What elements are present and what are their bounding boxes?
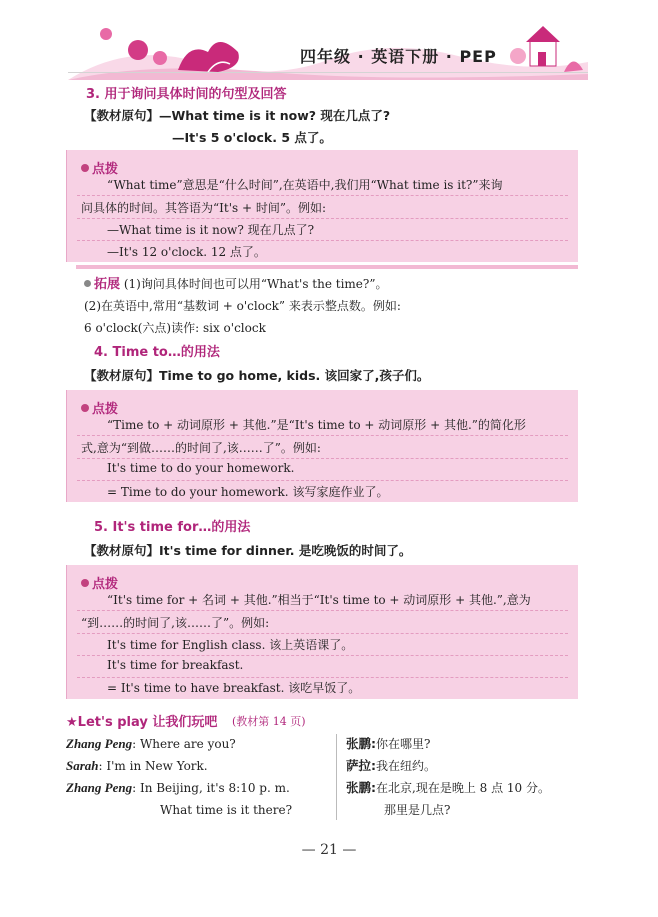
dialog-line-en: Zhang Peng: Where are you?	[66, 736, 236, 751]
dialog-line-en-cont: What time is it there?	[160, 803, 293, 817]
tip-box-3-heading: 点拨	[81, 573, 118, 592]
dashed-rule	[77, 218, 568, 219]
tip-box-3-line: It's time for English class. 该上英语课了。	[107, 638, 354, 652]
tip-box-1-line: 问具体的时间。其答语为“It's + 时间”。例如:	[81, 201, 327, 215]
section-3-original-a: —It's 5 o'clock. 5 点了。	[172, 130, 332, 145]
bullet-icon	[81, 164, 89, 172]
tip-box-3-line: It's time for breakfast.	[107, 658, 244, 672]
tip-box-3	[66, 565, 578, 699]
tip-box-2-line: “Time to + 动词原形 + 其他.”是“It's time to + 动词原形 + 其他.”的简化形	[107, 418, 526, 432]
tip-box-1-heading: 点拨	[81, 158, 118, 177]
extension-rule	[76, 265, 578, 269]
dashed-rule	[77, 435, 568, 436]
tip-box-1-line: —What time is it now? 现在几点了?	[107, 223, 315, 237]
section-4-title: 4. Time to…的用法	[94, 345, 220, 360]
header-title: 四年级 · 英语下册 · PEP	[300, 47, 497, 66]
tip-box-2	[66, 390, 578, 502]
tip-box-2-heading: 点拨	[81, 398, 118, 417]
page-number: — 21 —	[301, 842, 357, 858]
lets-play-ref: (教材第 14 页)	[232, 715, 306, 728]
dashed-rule	[77, 633, 568, 634]
dashed-rule	[77, 458, 568, 459]
dialog-line-zh-cont: 那里是几点?	[384, 803, 451, 817]
dialog-line-en: Sarah: I'm in New York.	[66, 758, 208, 773]
dashed-rule	[77, 480, 568, 481]
section-4-original: 【教材原句】Time to go home, kids. 该回家了,孩子们。	[84, 368, 430, 383]
tip-box-2-line: = Time to do your homework. 该写家庭作业了。	[107, 485, 389, 499]
header-divider	[68, 72, 588, 73]
tip-box-1-line: “What time”意思是“什么时间”,在英语中,我们用“What time is it?”来询	[107, 178, 503, 192]
tip-box-3-line: “到……的时间了,该……了”。例如:	[81, 616, 270, 630]
dialog-line-zh: 张鹏:你在哪里?	[346, 736, 431, 751]
section-3-title: 3. 用于询问具体时间的句型及回答	[86, 87, 287, 102]
dashed-rule	[77, 240, 568, 241]
extension-line-2: (2)在英语中,常用“基数词 + o'clock” 来表示整点数。例如:	[84, 299, 401, 313]
tip-box-1-line: —It's 12 o'clock. 12 点了。	[107, 245, 266, 259]
tip-box-2-line: 式,意为“到做……的时间了,该……了”。例如:	[81, 441, 321, 455]
bullet-icon	[81, 579, 89, 587]
lets-play-title: ★Let's play 让我们玩吧	[66, 715, 218, 730]
tip-box-2-line: It's time to do your homework.	[107, 461, 295, 475]
dialog-line-zh: 萨拉:我在纽约。	[346, 758, 437, 773]
section-3-original-q: 【教材原句】—What time is it now? 现在几点了?	[84, 108, 391, 123]
tip-box-1	[66, 150, 578, 262]
bullet-icon	[81, 404, 89, 412]
section-5-title: 5. It's time for…的用法	[94, 520, 251, 535]
dashed-rule	[77, 610, 568, 611]
dialog-line-zh: 张鹏:在北京,现在是晚上 8 点 10 分。	[346, 780, 550, 795]
extension-line-3: 6 o'clock(六点)读作: six o'clock	[84, 321, 266, 335]
dialog-line-en: Zhang Peng: In Beijing, it's 8:10 p. m.	[66, 780, 290, 795]
section-5-original: 【教材原句】It's time for dinner. 是吃晚饭的时间了。	[84, 543, 412, 558]
tip-box-3-line: = It's time to have breakfast. 该吃早饭了。	[107, 681, 361, 695]
dashed-rule	[77, 677, 568, 678]
bullet-icon	[84, 280, 91, 287]
dashed-rule	[77, 195, 568, 196]
dashed-rule	[77, 655, 568, 656]
column-divider	[336, 734, 337, 820]
tip-box-3-line: “It's time for + 名词 + 其他.”相当于“It's time to + 动词原形 + 其他.”,意为	[107, 593, 531, 607]
extension-line-1: 拓展 (1)询问具体时间也可以用“What's the time?”。	[84, 273, 387, 296]
